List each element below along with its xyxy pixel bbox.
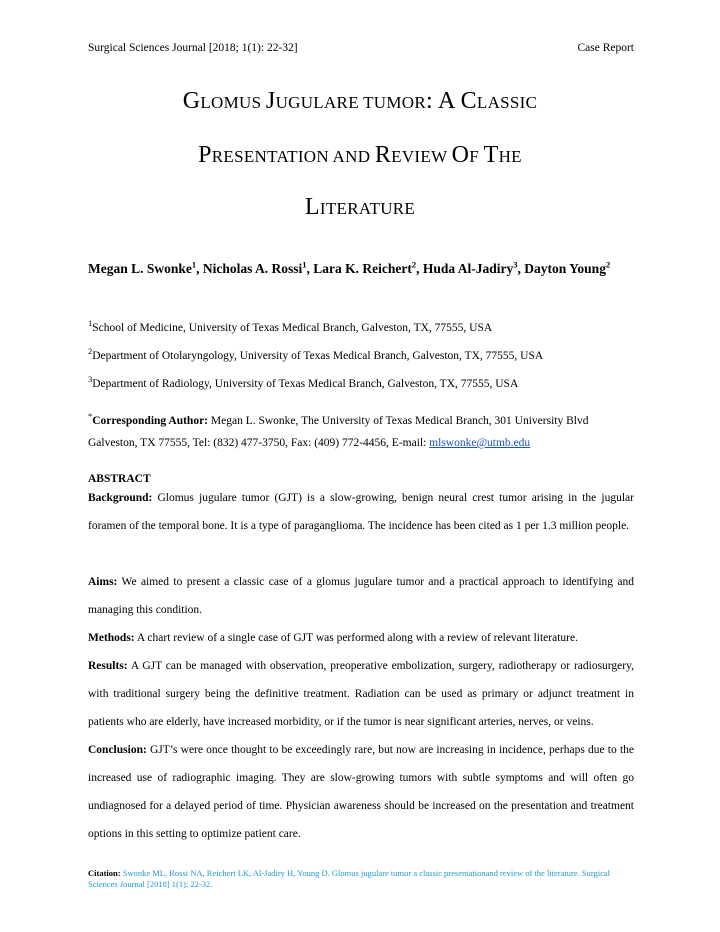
author-affil-mark: 2 <box>605 259 611 270</box>
article-type: Case Report <box>577 42 634 54</box>
author-name: Nicholas A. Rossi <box>202 261 303 276</box>
author-name: Megan L. Swonke <box>88 261 192 276</box>
abstract-background: Background: Glomus jugulare tumor (GJT) is a slow-growing, benign neural crest tumor arising in the jugular foramen of the temporal bone. It is a type of paraganglioma. The incidence has been cited as 1 per 1.3 million people. <box>88 492 634 532</box>
author-affil-mark: 1 <box>302 259 307 270</box>
citation: Citation: Swonke ML, Rossi NA, Reichert LK, Al-Jadiry H, Young D. Glomus jugulare tumor a classic presentationand review of the literature. Surgical Sciences Journal [2018] 1(1): 22-32. <box>88 868 611 889</box>
title-line-2: PRESENTATION AND REVIEW OF THE <box>198 142 522 168</box>
affiliation-3: $^3$Department of Radiology, University of Texas Medical Branch, Galveston, TX, 77555, USA <box>88 374 519 390</box>
corresponding-author: *Corresponding Author: Megan L. Swonke, The University of Texas Medical Branch, 301 University Blvd Galveston, TX 77555, Tel: (832) 477-3750, Fax: (409) 772-4456, E-mail: mlswonke@utmb.edu <box>88 411 589 449</box>
abstract-heading: ABSTRACT <box>88 473 151 485</box>
author-list: Megan L. Swonke$^1$, Nicholas A. Rossi$^1$, Lara K. Reichert$^2$, Huda Al-Jadiry$^3$, Dayton Young$^2$ <box>88 259 611 276</box>
affiliation-2: $^2$Department of Otolaryngology, University of Texas Medical Branch, Galveston, TX, 77555, USA <box>88 346 544 362</box>
author-name: Dayton Young <box>524 261 606 276</box>
running-header <box>88 42 634 58</box>
abstract-results: Results: A GJT can be managed with observation, preoperative embolization, surgery, radiotherapy or radiosurgery, with traditional surgery being the definitive treatment. Radiation can be used as primary or adjunct treatment in patients who are elderly, have increased morbidity, or if the tumor is near significant arteries, nerves, or veins. <box>88 660 634 728</box>
author-affil-mark: 2 <box>411 259 417 270</box>
abstract-conclusion: Conclusion: GJT’s were once thought to be exceedingly rare, but now are increasing in incidence, perhaps due to the increased use of radiographic imaging. They are slow-growing tumors with subtle symptoms and will often go undiagnosed for a delayed period of time. Physician awareness should be increased on the presentation and treatment options in this setting to optimize patient care. <box>88 744 634 840</box>
author-affil-mark: 1 <box>191 259 197 270</box>
title-line-1: GLOMUS JUGULARE TUMOR: A CLASSIC <box>182 88 538 114</box>
author-name: Huda Al-Jadiry <box>422 261 514 276</box>
title-line-3: LITERATURE <box>304 194 416 220</box>
author-name: Lara K. Reichert <box>313 261 412 276</box>
abstract-methods: Methods: A chart review of a single case of GJT was performed along with a review of relevant literature. <box>88 632 578 644</box>
author-affil-mark: 3 <box>513 259 518 270</box>
email-link[interactable]: mlswonke@utmb.edu <box>429 437 531 449</box>
affiliation-1: $^1$School of Medicine, University of Texas Medical Branch, Galveston, TX, 77555, USA <box>88 318 493 334</box>
journal-info: Surgical Sciences Journal [2018; 1(1): 22-32] <box>88 42 298 54</box>
abstract-aims: Aims: We aimed to present a classic case of a glomus jugulare tumor and a practical approach to identifying and managing this condition. <box>88 576 634 616</box>
